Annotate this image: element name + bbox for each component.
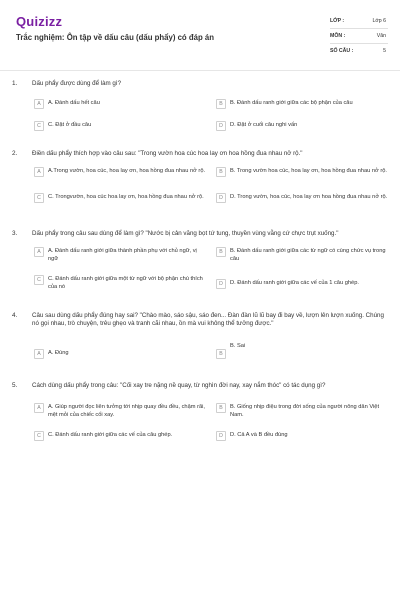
meta-key: LỚP :	[330, 18, 345, 24]
meta-value: 5	[383, 48, 386, 54]
option-letter-badge: D	[216, 193, 226, 203]
option-text: C. Đặt ở đầu câu	[48, 122, 92, 128]
option-text: B. Sai	[230, 343, 246, 349]
page-title: Trắc nghiệm: Ôn tập về dấu câu (dấu phẩy) có đáp án	[16, 33, 214, 42]
option-letter-badge: C	[34, 431, 44, 441]
option-text: A. Giúp người đọc liên tưởng tới nhịp quay đều đều, chậm rãi, mệt mỏi của chiếc cối xay.	[48, 404, 205, 418]
option-text: D. Đánh dấu ranh giới giữa các vế của 1 câu ghép.	[230, 280, 359, 286]
option-letter-badge: B	[216, 247, 226, 257]
question-number: 2.	[12, 150, 18, 157]
question-text: Câu sau dùng dấu phẩy đúng hay sai? "Chào mào, sáo sậu, sáo đen... Đàn đàn lũ lũ bay đi bay về, lượn lên lượn xuống. Chúng nó gọi nhau, trò chuyện, trêu ghẹo và tranh cãi nhau, ồn mà vui không thể tưởng được."	[32, 312, 384, 328]
option-letter-badge: A	[34, 167, 44, 177]
option-text: D. Cả A và B đều đúng	[230, 432, 288, 438]
option-text: D. Trong vườn, hoa cúc, hoa lay ơn hoa hồng đua nhau nở rộ.	[230, 194, 388, 200]
option-text: B. Đánh dấu ranh giới giữa các từ ngữ có cùng chức vụ trong câu	[230, 248, 386, 262]
meta-value: Lớp 6	[372, 18, 386, 24]
option-letter-badge: D	[216, 279, 226, 289]
option-text: A. Đánh dấu hết câu	[48, 100, 100, 106]
question-number: 4.	[12, 312, 18, 319]
question-number: 1.	[12, 80, 18, 87]
worksheet-header	[0, 0, 400, 71]
meta-key: MÔN :	[330, 33, 346, 39]
option-letter-badge: C	[34, 275, 44, 285]
option-text: B. Đánh dấu ranh giới giữa các bộ phận của câu	[230, 100, 353, 106]
option-letter-badge: A	[34, 99, 44, 109]
option-text: C. Đánh dấu ranh giới giữa một từ ngữ với bộ phận chú thích của nó	[48, 276, 203, 290]
option-text: D. Đặt ở cuối câu nghi vấn	[230, 122, 298, 128]
option-letter-badge: B	[216, 167, 226, 177]
meta-key: SỐ CÂU :	[330, 48, 354, 54]
meta-value: Văn	[376, 33, 386, 39]
option-text: A.Trong vườn, hoa cúc, hoa lay ơn, hoa hồng đua nhau nở rộ.	[48, 168, 206, 174]
option-text: B. Trong vườn hoa cúc, hoa lay ơn, hoa hồng đua nhau nở rộ.	[230, 168, 387, 174]
option-letter-badge: B	[216, 403, 226, 413]
option-text: A. Đánh dấu ranh giới giữa thành phần phụ với chủ ngữ, vị ngữ	[48, 248, 197, 262]
option-letter-badge: C	[34, 121, 44, 131]
option-letter-badge: D	[216, 121, 226, 131]
option-letter-badge: D	[216, 431, 226, 441]
option-text: B. Giống nhịp điệu trong đời sống của người nông dân Việt Nam.	[230, 404, 380, 418]
option-text: C. Trongvườn, hoa cúc hoa lay ơn, hoa hồng đua nhau nở rộ.	[48, 194, 204, 200]
option-text: C. Đánh dấu ranh giới giữa các vế của câu ghép.	[48, 432, 173, 438]
question-text: Điền dấu phẩy thích hợp vào câu sau: "Trong vườn hoa cúc hoa lay ơn hoa hồng đua nhau nở rộ."	[32, 150, 303, 157]
option-text: A. Đúng	[48, 350, 69, 356]
meta-row-grade	[330, 14, 388, 29]
option-letter-badge: B	[216, 349, 226, 359]
question-number: 3.	[12, 230, 18, 237]
option-letter-badge: B	[216, 99, 226, 109]
option-letter-badge: A	[34, 403, 44, 413]
question-text: Cách dùng dấu phẩy trong câu: "Cối xay tre nặng nề quay, từ nghìn đời nay, xay nắm thóc" có tác dụng gì?	[32, 382, 326, 389]
option-letter-badge: A	[34, 349, 44, 359]
meta-row-count	[330, 44, 388, 58]
meta-table	[330, 14, 388, 58]
option-letter-badge: A	[34, 247, 44, 257]
question-number: 5.	[12, 382, 18, 389]
question-text: Dấu phẩy được dùng để làm gì?	[32, 80, 122, 87]
option-letter-badge: C	[34, 193, 44, 203]
quizizz-logo: Quizizz	[16, 14, 63, 29]
meta-row-subject	[330, 29, 388, 44]
question-text: Dấu phẩy trong câu sau dùng để làm gì? "Nước bị cản văng bọt tứ tung, thuyền vùng vằng cứ chực trụt xuống."	[32, 230, 339, 237]
